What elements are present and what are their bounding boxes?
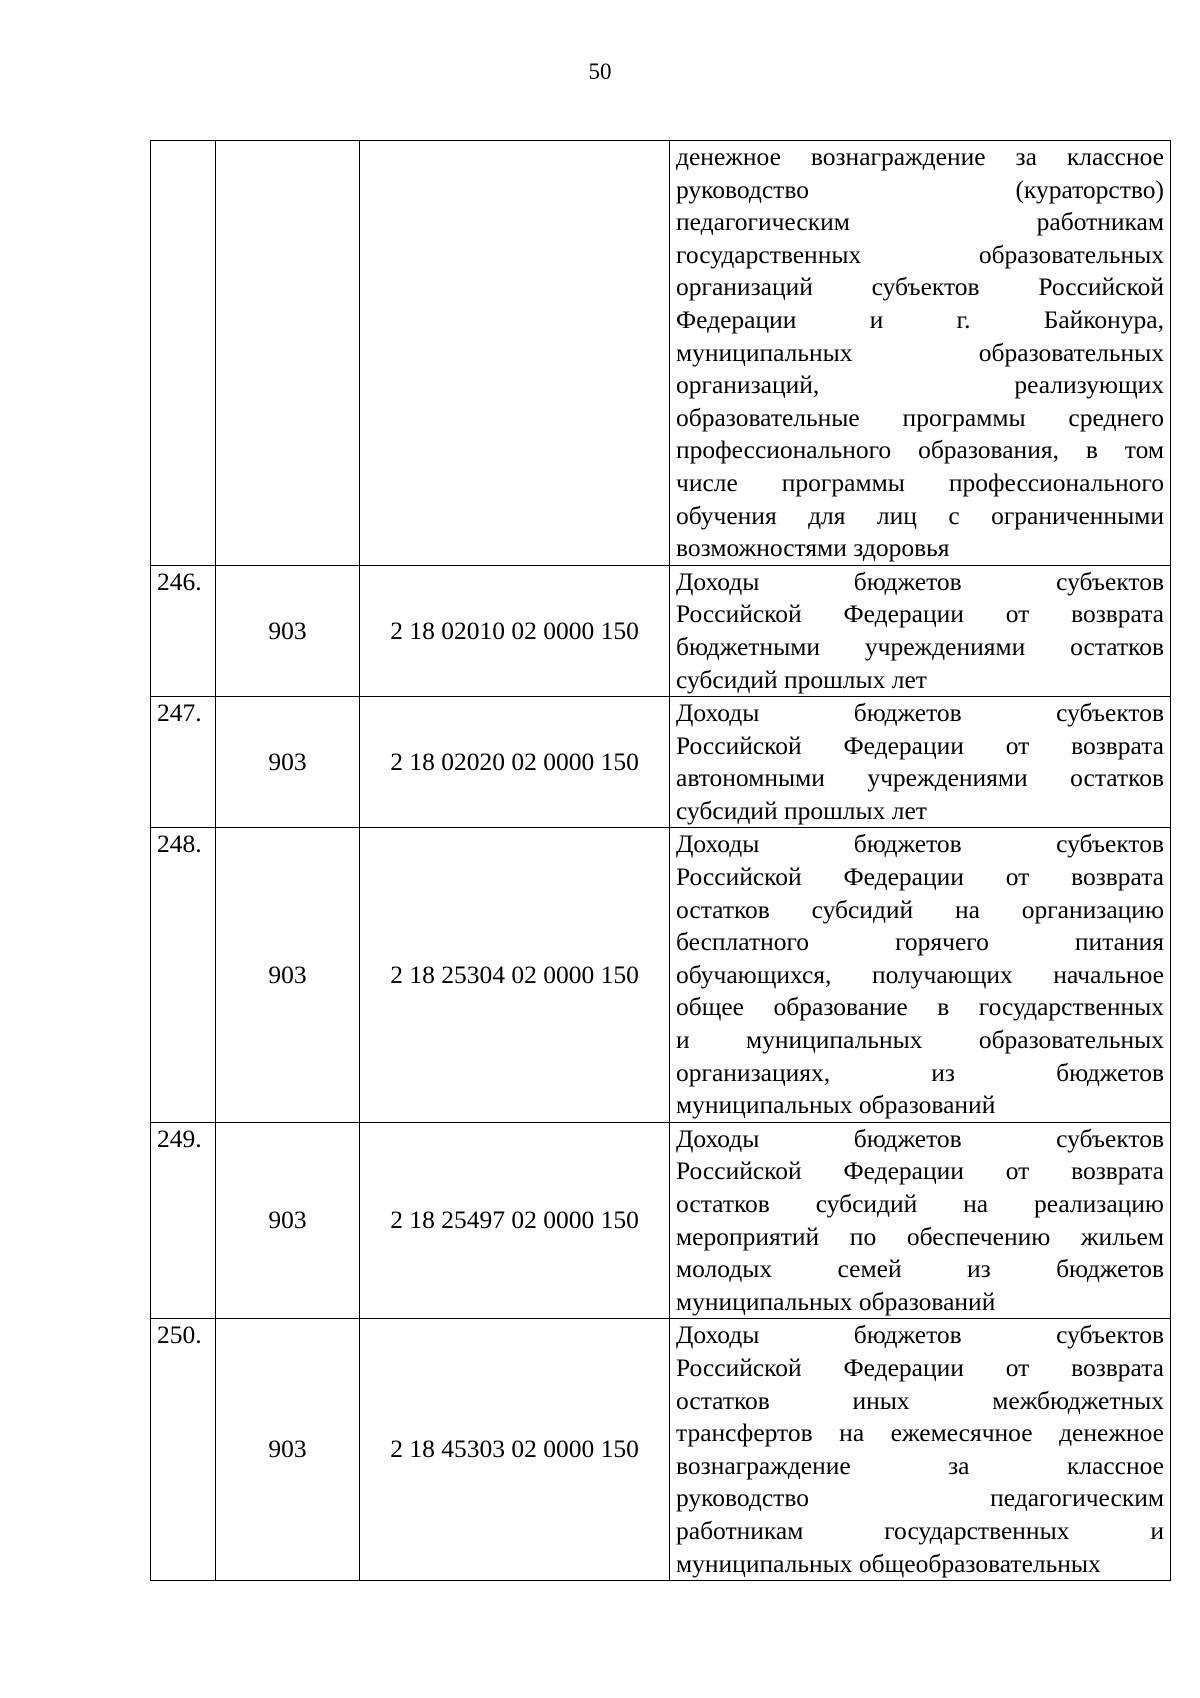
budget-classification-code-cell: 2 18 45303 02 0000 150 (360, 1319, 670, 1581)
revenue-description-cell (670, 1122, 1171, 1319)
description-line: руководство педагогическим (676, 1483, 1164, 1513)
description-line: Доходы бюджетов субъектов (676, 566, 1164, 596)
row-number-cell: 247. (151, 697, 216, 828)
description-line: вознаграждение за классное (676, 1450, 1164, 1480)
description-line: бюджетными учреждениями остатков (676, 631, 1164, 661)
table-row (151, 1122, 1171, 1319)
row-number-cell: 249. (151, 1122, 216, 1319)
table-row (151, 141, 1171, 566)
description-line: Российской Федерации от возврата (676, 862, 1164, 892)
page-number: 50 (588, 59, 612, 84)
table-row (151, 828, 1171, 1122)
description-line: организаций, реализующих (676, 370, 1164, 400)
description-line: обучающихся, получающих начальное (676, 959, 1164, 989)
description-line: числе программы профессионального (676, 467, 1164, 497)
description-line: Федерации и г. Байконура, (676, 304, 1164, 334)
description-line: Доходы бюджетов субъектов (676, 1320, 1164, 1350)
description-line: Доходы бюджетов субъектов (676, 829, 1164, 859)
description-line: остатков субсидий на реализацию (676, 1189, 1164, 1218)
description-line: профессионального образования, в том (676, 435, 1164, 465)
admin-code-cell: 903 (216, 565, 360, 696)
description-line: Российской Федерации от возврата (676, 730, 1164, 760)
description-line: и муниципальных образовательных (676, 1025, 1164, 1055)
revenue-description-cell (670, 565, 1171, 696)
description-line: Российской Федерации от возврата (676, 599, 1164, 629)
table-row (151, 697, 1171, 828)
description-line: возможностями здоровья (676, 533, 950, 563)
description-line: мероприятий по обеспечению жильем (676, 1221, 1164, 1251)
description-line: организациях, из бюджетов (676, 1057, 1164, 1087)
budget-classification-code-cell: 2 18 25497 02 0000 150 (360, 1122, 670, 1319)
description-line: педагогическим работникам (676, 207, 1164, 237)
description-line: денежное вознаграждение за классное (676, 142, 1164, 171)
description-line: муниципальных общеобразовательных (676, 1548, 1101, 1578)
budget-classification-code-cell (360, 141, 670, 566)
description-line: остатков иных межбюджетных (676, 1385, 1164, 1415)
admin-code-cell (216, 141, 360, 566)
description-line: общее образование в государственных (676, 992, 1164, 1022)
budget-classification-code-cell: 2 18 02020 02 0000 150 (360, 697, 670, 828)
description-line: муниципальных образовательных (676, 337, 1164, 367)
table-body (151, 141, 1171, 1581)
description-line: организаций субъектов Российской (676, 272, 1164, 302)
admin-code-cell: 903 (216, 1122, 360, 1319)
row-number-cell: 248. (151, 828, 216, 1122)
row-number-cell (151, 141, 216, 566)
description-line: государственных образовательных (676, 239, 1164, 269)
row-number-cell: 246. (151, 565, 216, 696)
admin-code-cell: 903 (216, 697, 360, 828)
description-line: бесплатного горячего питания (676, 927, 1164, 957)
description-line: Российской Федерации от возврата (676, 1156, 1164, 1186)
description-line: Доходы бюджетов субъектов (676, 698, 1164, 728)
description-line: обучения для лиц с ограниченными (676, 500, 1164, 530)
description-line: остатков субсидий на организацию (676, 894, 1164, 924)
description-line: Доходы бюджетов субъектов (676, 1123, 1164, 1153)
description-line: субсидий прошлых лет (676, 664, 927, 694)
revenue-description-cell (670, 1319, 1171, 1581)
description-line: автономными учреждениями остатков (676, 763, 1164, 793)
revenue-description-cell (670, 141, 1171, 566)
budget-classification-code-cell: 2 18 02010 02 0000 150 (360, 565, 670, 696)
description-line: муниципальных образований (676, 1090, 996, 1120)
description-line: образовательные программы среднего (676, 402, 1164, 432)
budget-classification-code-cell: 2 18 25304 02 0000 150 (360, 828, 670, 1122)
revenue-codes-table (150, 140, 1171, 1581)
description-line: трансфертов на ежемесячное денежное (676, 1418, 1164, 1448)
revenue-description-cell (670, 828, 1171, 1122)
description-line: субсидий прошлых лет (676, 795, 927, 825)
description-line: Российской Федерации от возврата (676, 1352, 1164, 1382)
admin-code-cell: 903 (216, 1319, 360, 1581)
description-line: руководство (кураторство) (676, 174, 1164, 204)
description-line: работникам государственных и (676, 1515, 1164, 1545)
admin-code-cell: 903 (216, 828, 360, 1122)
description-line: муниципальных образований (676, 1286, 996, 1316)
description-line: молодых семей из бюджетов (676, 1254, 1164, 1284)
table-row (151, 565, 1171, 696)
table-row (151, 1319, 1171, 1581)
row-number-cell: 250. (151, 1319, 216, 1581)
revenue-description-cell (670, 697, 1171, 828)
